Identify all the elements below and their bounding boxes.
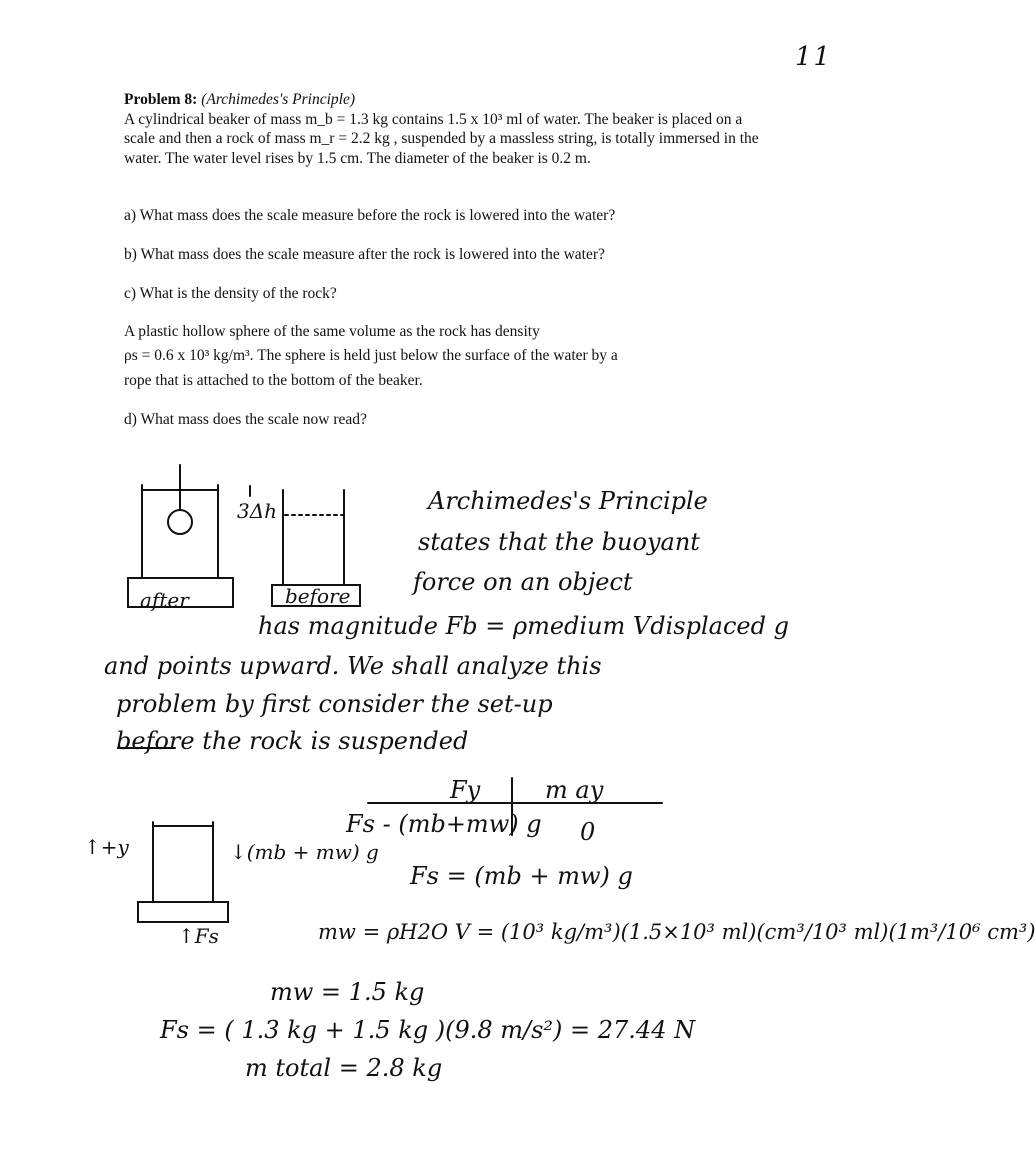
table-row-left: Fs - (mb+mw) g bbox=[346, 810, 542, 838]
hand-line-3: force on an object bbox=[413, 568, 633, 596]
hand-line-6: problem by first consider the set-up bbox=[116, 690, 553, 718]
sphere-line-2: ρs = 0.6 x 10³ kg/m³. The sphere is held just below the surface of the water by a bbox=[124, 347, 618, 364]
label-after: after bbox=[140, 588, 189, 612]
equation-3: mw = 1.5 kg bbox=[270, 978, 425, 1006]
question-a: a) What mass does the scale measure before the rock is lowered into the water? bbox=[124, 207, 616, 224]
problem-statement: A cylindrical beaker of mass m_b = 1.3 kg contains 1.5 x 10³ ml of water. The beaker is placed on a scale and then a rock of mass m_r = 2.2 kg , suspended by a massless string, is totally immersed in the water. The water level rises by 1.5 cm. The diameter of the beaker is 0.2 m. bbox=[124, 110, 759, 167]
hand-line-2: states that the buoyant bbox=[418, 528, 700, 556]
fbd-scale bbox=[138, 902, 228, 922]
equation-2: mw = ρH2O V = (10³ kg/m³)(1.5×10³ ml)(cm³/10³ ml)(1m³/10⁶ cm³) bbox=[318, 920, 1036, 944]
table-head-left: Fy bbox=[450, 776, 481, 804]
hand-line-5: and points upward. We shall analyze this bbox=[104, 652, 602, 680]
hand-line-7: before the rock is suspended bbox=[116, 727, 469, 755]
label-down-force: ↓(mb + mw) g bbox=[230, 840, 379, 864]
sphere-line-3: rope that is attached to the bottom of the beaker. bbox=[124, 372, 423, 389]
rock-circle bbox=[168, 510, 192, 534]
label-delta-h: 3Δh bbox=[237, 499, 278, 523]
hand-line-1: Archimedes's Principle bbox=[428, 487, 708, 515]
table-head-right: m ay bbox=[545, 776, 604, 804]
problem-label: Problem 8: bbox=[124, 91, 198, 108]
equation-5: m total = 2.8 kg bbox=[245, 1054, 443, 1082]
question-d: d) What mass does the scale now read? bbox=[124, 411, 367, 428]
label-before: before bbox=[285, 584, 351, 608]
equation-1: Fs = (mb + mw) g bbox=[410, 862, 633, 890]
problem-title: (Archimedes's Principle) bbox=[201, 91, 356, 108]
equation-4: Fs = ( 1.3 kg + 1.5 kg )(9.8 m/s²) = 27.44 N bbox=[160, 1016, 696, 1044]
page-number: 11 bbox=[795, 42, 833, 72]
question-c: c) What is the density of the rock? bbox=[124, 285, 337, 302]
sphere-line-1: A plastic hollow sphere of the same volume as the rock has density bbox=[124, 323, 540, 340]
hand-line-4: has magnitude Fb = ρmedium Vdisplaced g bbox=[258, 612, 789, 640]
label-fs: ↑Fs bbox=[178, 924, 219, 948]
label-plus-y: ↑+y bbox=[84, 835, 129, 859]
table-row-right: 0 bbox=[580, 818, 596, 846]
before-beaker bbox=[283, 490, 344, 585]
question-b: b) What mass does the scale measure after the rock is lowered into the water? bbox=[124, 246, 605, 263]
fbd-beaker bbox=[153, 822, 213, 902]
